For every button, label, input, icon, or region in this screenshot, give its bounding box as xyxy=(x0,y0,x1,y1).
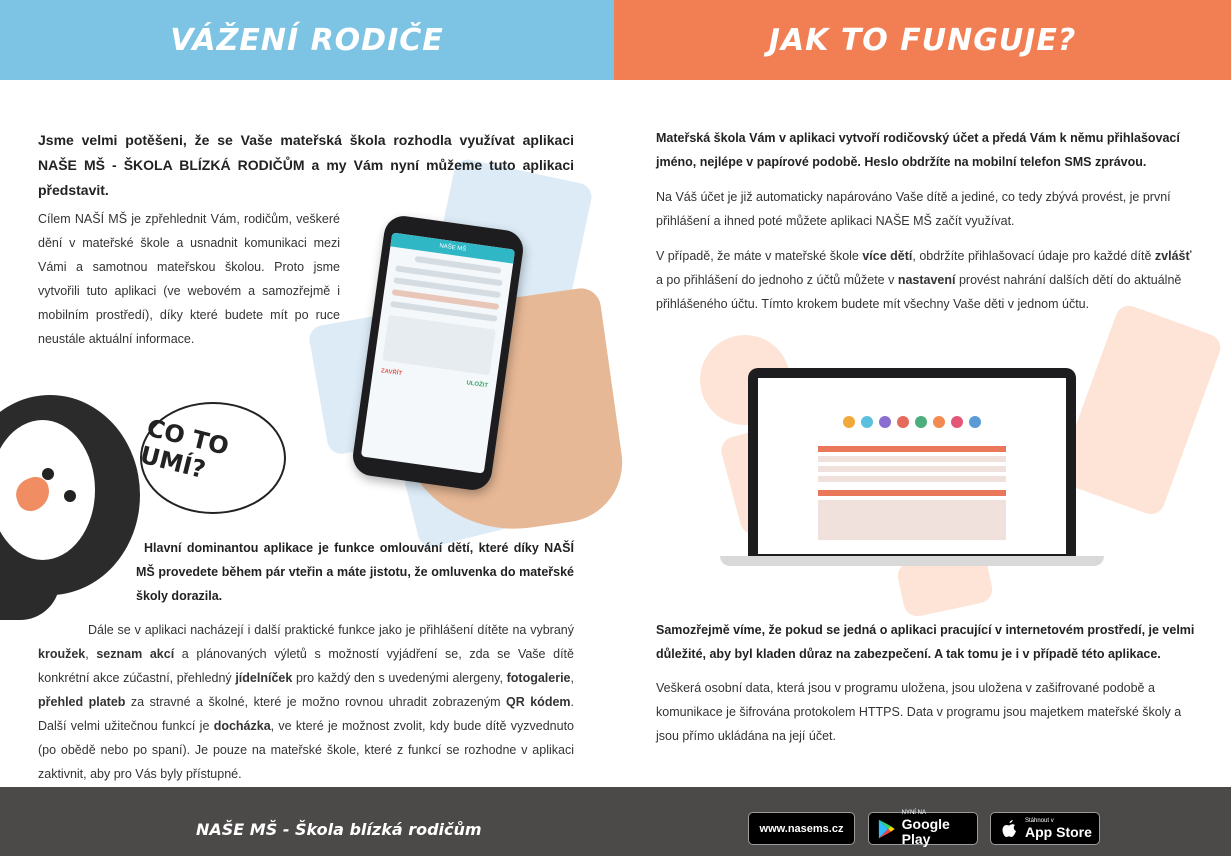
google-play-small-label: NYNÍ NA xyxy=(901,810,926,816)
header-right-banner xyxy=(614,0,1231,80)
laptop-app-icons xyxy=(758,416,1066,428)
security-text: Veškerá osobní data, která jsou v programu uložena, jsou uložena v zašifrované podobě a komunikace je šifrována protokolem HTTPS. Data v programu jsou majetkem mateřské školy a jsou přímo ukládána na její účet. xyxy=(656,681,1182,743)
features-text: Dále se v aplikaci nacházejí i další praktické funkce jako je přihlášení dítěte na vybraný kroužek, seznam akcí a plánovaných výletů s možností vyjádření se, zda se Vaše dítě konkrétní akce zúčastní, přehledný jídelníček pro každý den s uvedenými alergeny, fotogalerie, přehled plateb za stravné a školné, které je možno rovnou uhradit zobrazeným QR kódem. Další velmi užitečnou funkcí je docházka, ve které je možnost zvolit, kdy bude dítě vyzvednuto (po obědě nebo po spaní). Je pouze na mateřské škole, které z funkcí se rozhodne v aplikaci zaktivnit, aby pro Vás byly přístupné. xyxy=(38,623,575,781)
account-text: Mateřská škola Vám v aplikaci vytvoří rodičovský účet a předá Vám k němu přihlašovací jméno, nejlépe v papírové podobě. Heslo obdržíte na mobilní telefon SMS zprávou. xyxy=(656,131,1180,169)
footer-title: NAŠE MŠ - Škola blízká rodičům xyxy=(196,820,482,839)
laptop-screen xyxy=(758,378,1066,554)
phone-screen xyxy=(361,232,515,473)
dominant-feature-text: Hlavní dominantou aplikace je funkce omlouvání dětí, které díky NAŠÍ MŠ provedete během pár vteřin a máte jistotu, že omluvenka do mateřské školy dorazila. xyxy=(136,541,574,603)
app-store-label: App Store xyxy=(1025,823,1092,840)
laptop-base xyxy=(720,556,1104,566)
penguin-body xyxy=(0,560,60,620)
laptop-table-row xyxy=(818,476,1006,482)
security-lead-text: Samozřejmě víme, že pokud se jedná o aplikaci pracující v internetovém prostředí, je velmi důležité, aby byl kladen důraz na zabezpečení. A tak tomu je i v případě této aplikace. xyxy=(656,623,1195,661)
google-play-button[interactable] xyxy=(868,812,978,845)
laptop-table-row xyxy=(818,500,1006,540)
google-play-label: Google Play xyxy=(901,816,950,847)
phone-save-button: ULOŽIT xyxy=(465,380,489,390)
purpose-text: Cílem NAŠÍ MŠ je zpřehlednit Vám, rodičům, veškeré dění v mateřské škole a usnadnit komunikaci mezi Vámi a samotnou mateřskou školou. Proto jsme vytvořili tuto aplikaci (ve webovém a samozřejmě i mobilním prostředí), díky které budete mít po ruce neustále aktuální informace. xyxy=(38,212,340,346)
phone-app-bar: NAŠE MŠ xyxy=(390,232,515,263)
speech-bubble-text: CO TO UMÍ? xyxy=(137,413,232,485)
penguin-eye-icon xyxy=(64,490,76,502)
website-label: www.nasems.cz xyxy=(759,822,844,835)
website-button[interactable] xyxy=(748,812,855,845)
app-store-button[interactable] xyxy=(990,812,1100,845)
laptop-illustration xyxy=(748,368,1076,560)
google-play-icon xyxy=(877,818,896,840)
apple-icon xyxy=(1001,819,1019,839)
laptop-table-row xyxy=(818,456,1006,462)
app-store-small-label: Stáhnout v xyxy=(1025,817,1054,824)
decorative-calendar-icon-right xyxy=(1056,302,1224,518)
multiple-children-text: V případě, že máte v mateřské škole více dětí, obdržíte přihlašovací údaje pro každé dítě zvlášť a po přihlášení do jednoho z účtů můžete v nastavení provést nahrání dalších dětí do aktuálně přihlášeného účtu. Tímto krokem budete mít všechny Vaše děti v jednom účtu. xyxy=(656,249,1192,311)
header-left-banner xyxy=(0,0,614,80)
phone-note-box xyxy=(382,315,495,376)
penguin-eye-icon xyxy=(42,468,54,480)
intro-text: Jsme velmi potěšeni, že se Vaše mateřská škola rozhodla využívat aplikaci NAŠE MŠ - ŠKOLA BLÍZKÁ RODIČŮM a my Vám nyní můžeme tuto aplikaci představit. xyxy=(38,132,574,198)
speech-bubble xyxy=(137,402,286,514)
laptop-table-header xyxy=(818,490,1006,496)
header-right-title: JAK TO FUNGUJE? xyxy=(768,22,1077,58)
paired-text: Na Váš účet je již automaticky napárováno Vaše dítě a jediné, co tedy zbývá provést, je první přihlášení a ihned poté můžete aplikaci NAŠE MŠ začít využívat. xyxy=(656,190,1171,228)
phone-cancel-button: ZAVŘÍT xyxy=(380,368,403,378)
laptop-table-row xyxy=(818,466,1006,472)
laptop-table-header xyxy=(818,446,1006,452)
header-left-title: VÁŽENÍ RODIČE xyxy=(170,22,444,58)
